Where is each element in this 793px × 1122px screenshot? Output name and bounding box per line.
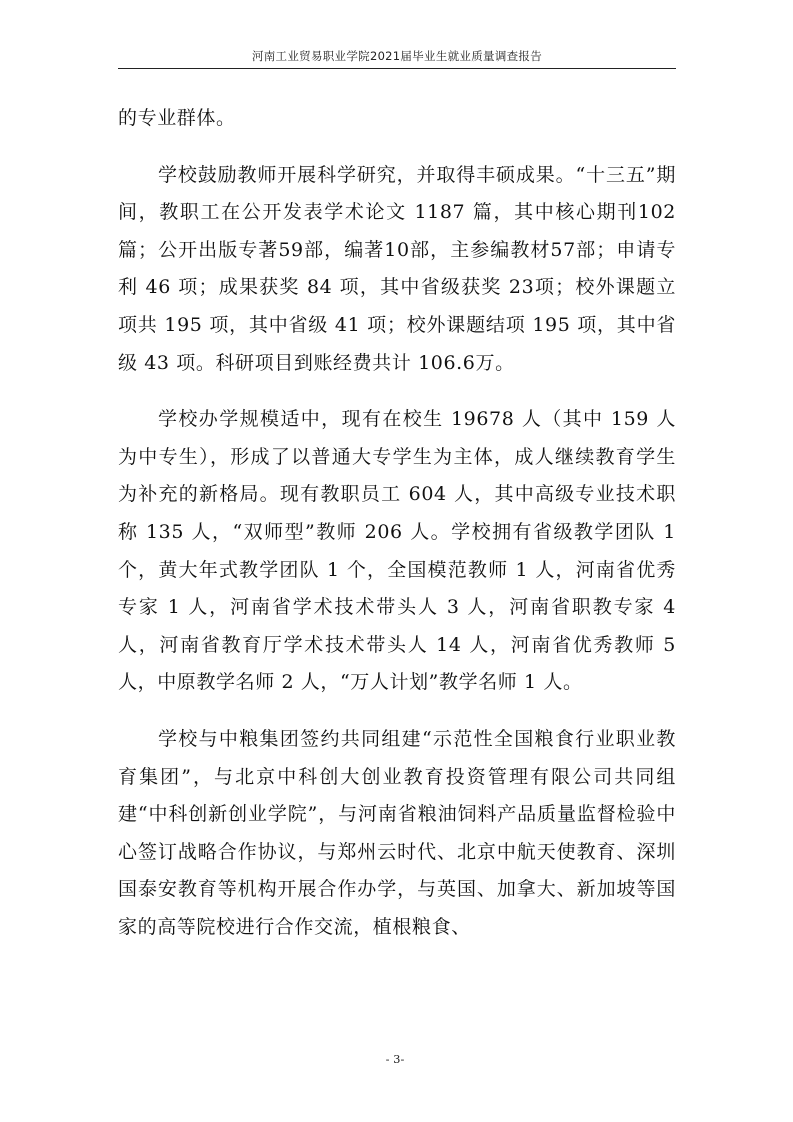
header-rule	[118, 68, 676, 69]
paragraph-research: 学校鼓励教师开展科学研究，并取得丰硕成果。“十三五”期间，教职工在公开发表学术论文 1187 篇，其中核心期刊102篇；公开出版专著59部，编著10部，主参编教材57部；申请专利 46 项；成果获奖 84 项，其中省级获奖 23项；校外课题立项共 195 项，其中省级 41 项；校外课题结项 195 项，其中省级 43 项。科研项目到账经费共计 106.6万。	[118, 163, 676, 374]
paragraph-scale: 学校办学规模适中，现有在校生 19678 人（其中 159 人为中专生），形成了以普通大专学生为主体，成人继续教育学生为补充的新格局。现有教职员工 604 人，其中高级专业技术职称 135 人，“双师型”教师 206 人。学校拥有省级教学团队 1 个，黄大年式教学团队 1 个，全国模范教师 1 人，河南省优秀专家 1 人，河南省学术技术带头人 3 人，河南省职教专家 4 人，河南省教育厅学术技术带头人 14 人，河南省优秀教师 5 人，中原教学名师 2 人，“万人计划”教学名师 1 人。	[118, 408, 676, 694]
paragraph-cooperation: 学校与中粮集团签约共同组建“示范性全国粮食行业职业教育集团”，与北京中科创大创业教育投资管理有限公司共同组建“中科创新创业学院”，与河南省粮油饲料产品质量监督检验中心签订战略合作协议，与郑州云时代、北京中航天使教育、深圳国泰安教育等机构开展合作办学，与英国、加拿大、新加坡等国家的高等院校进行合作交流，植根粮食、	[118, 727, 676, 938]
paragraph-continuation: 的专业群体。	[118, 107, 236, 129]
page-number: - 3-	[385, 1052, 405, 1066]
running-header: 河南工业贸易职业学院2021届毕业生就业质量调查报告	[251, 49, 543, 63]
body-text	[118, 100, 676, 965]
